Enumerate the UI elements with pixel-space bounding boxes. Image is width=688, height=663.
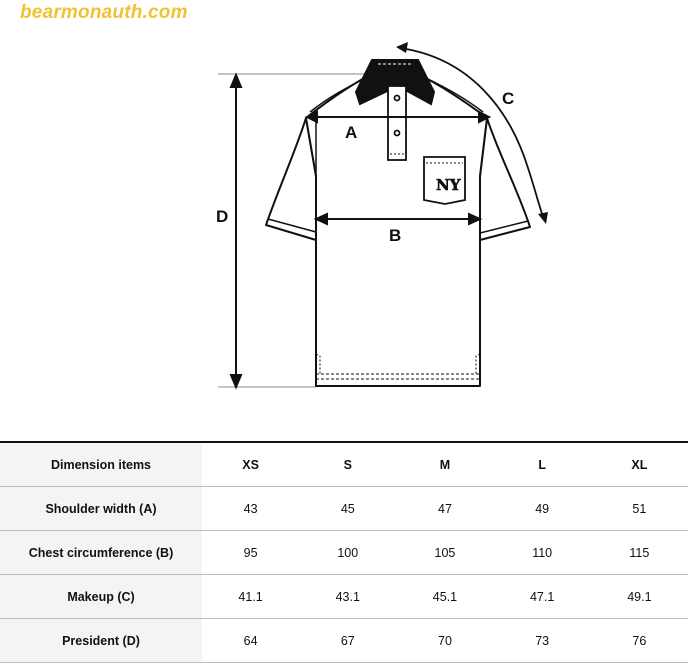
table-cell: 41.1 [202,575,299,619]
dimension-c-arrowhead-end [538,212,548,224]
table-cell: 76 [591,619,688,663]
dimension-d-arrow [231,75,241,387]
header-size-s: S [299,442,396,487]
table-cell: 67 [299,619,396,663]
table-cell: 47 [396,487,493,531]
table-cell: 95 [202,531,299,575]
table-cell: 105 [396,531,493,575]
size-table [0,441,688,663]
table-cell: 43.1 [299,575,396,619]
dimension-c-label: C [502,89,515,108]
table-cell: 47.1 [494,575,591,619]
table-cell: 64 [202,619,299,663]
table-row [0,531,688,575]
table-row [0,575,688,619]
table-row [0,619,688,663]
watermark: bearmonauth.com [20,2,188,23]
table-header-row [0,442,688,487]
table-cell: 73 [494,619,591,663]
pocket-logo: NY [436,176,461,194]
row-label: Makeup (C) [0,575,202,619]
row-label: President (D) [0,619,202,663]
header-dimension-items: Dimension items [0,442,202,487]
dimension-c-arrowhead-start [396,42,408,53]
table-cell: 51 [591,487,688,531]
dimension-b-label: B [389,226,402,245]
dimension-d-label: D [216,207,229,226]
table-cell: 115 [591,531,688,575]
placket [388,86,406,160]
header-size-l: L [494,442,591,487]
table-cell: 49.1 [591,575,688,619]
table-cell: 110 [494,531,591,575]
table-cell: 45.1 [396,575,493,619]
row-label: Chest circumference (B) [0,531,202,575]
header-size-m: M [396,442,493,487]
dimension-a-label: A [345,123,358,142]
table-row [0,487,688,531]
header-size-xl: XL [591,442,688,487]
table-cell: 70 [396,619,493,663]
table-cell: 45 [299,487,396,531]
table-cell: 49 [494,487,591,531]
table-cell: 43 [202,487,299,531]
row-label: Shoulder width (A) [0,487,202,531]
header-size-xs: XS [202,442,299,487]
table-cell: 100 [299,531,396,575]
